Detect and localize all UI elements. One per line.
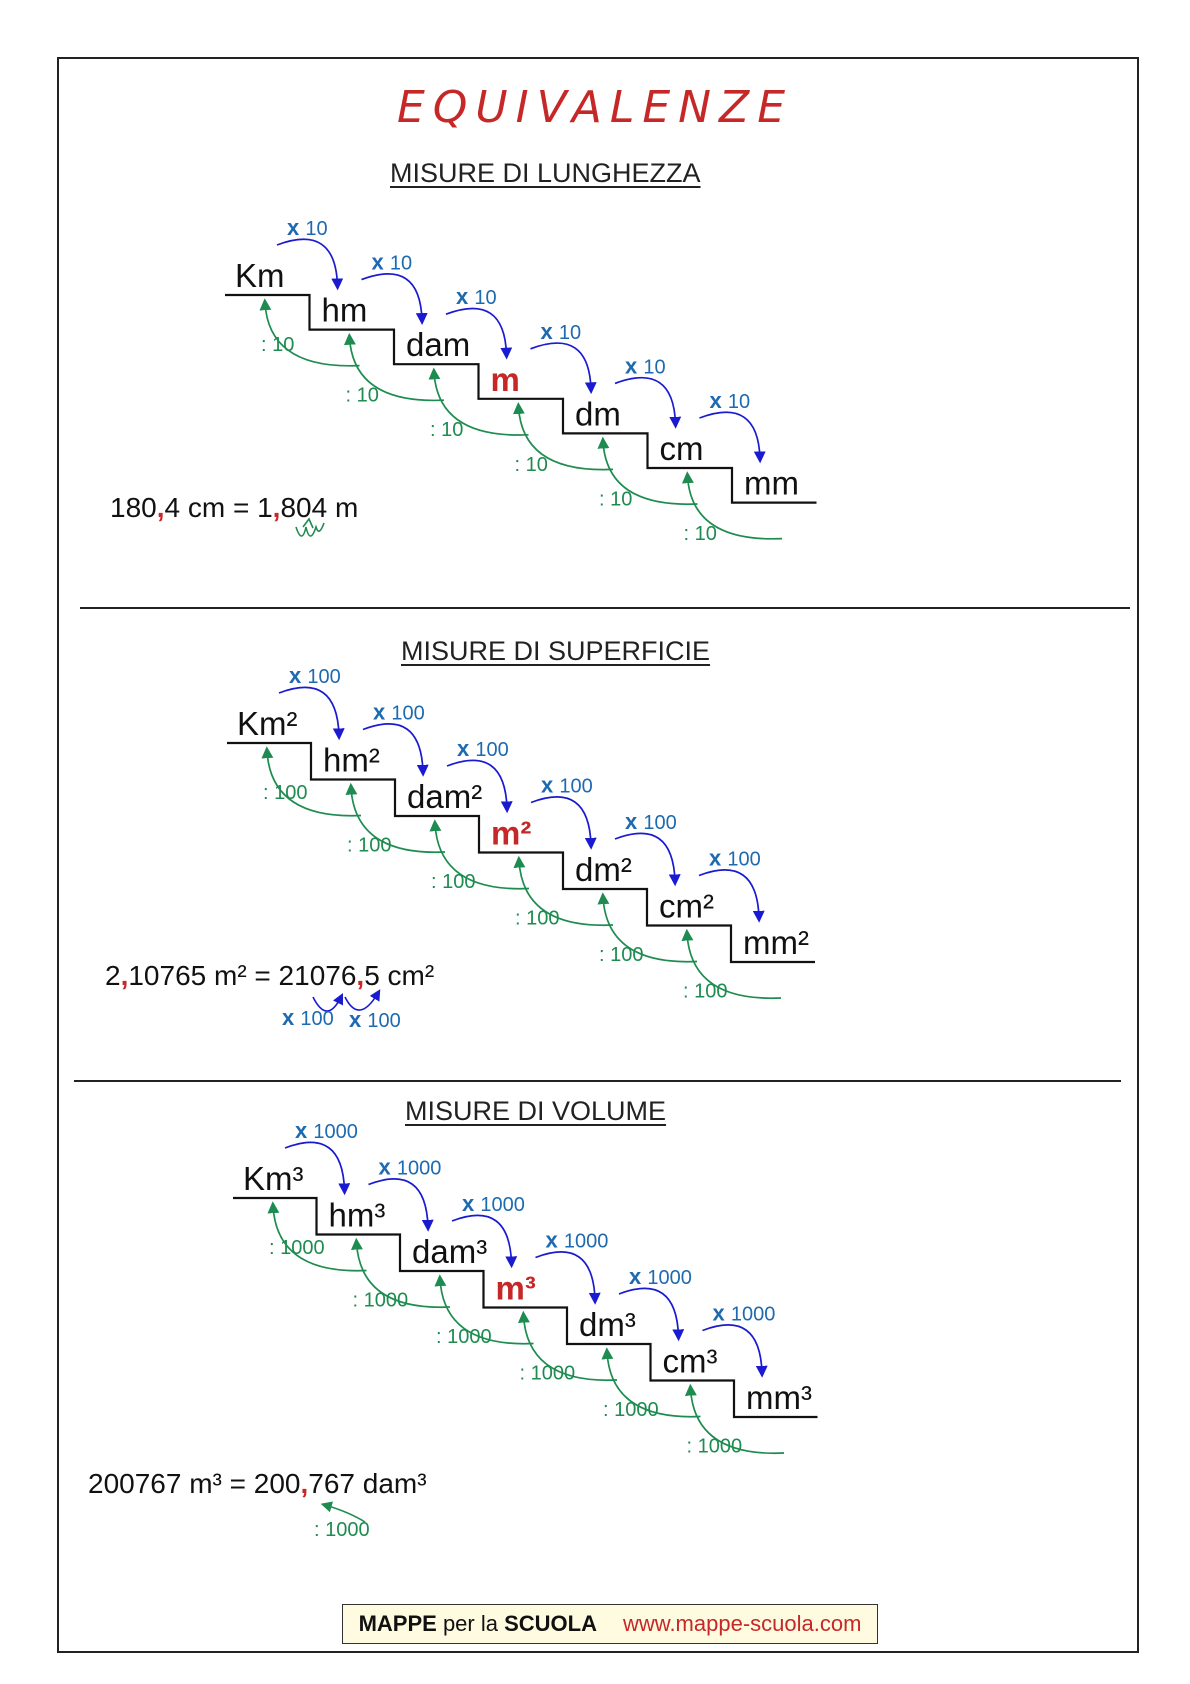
- example-volume: 200767 m³ = 200,767 dam³: [88, 1468, 427, 1499]
- section-title-surface: MISURE DI SUPERFICIE: [401, 636, 711, 666]
- divide-label: : 1000: [519, 1362, 576, 1385]
- multiply-arrow: [362, 274, 423, 320]
- divide-label: : 10: [345, 384, 379, 407]
- divide-label: : 10: [514, 453, 548, 476]
- unit-label: hm: [321, 291, 368, 329]
- multiply-label: x 100: [541, 772, 593, 798]
- example-volume-note: : 1000: [314, 1519, 370, 1541]
- multiply-arrow: [615, 378, 676, 424]
- unit-label: Km³: [243, 1160, 304, 1197]
- staircase-1: [227, 663, 815, 1003]
- unit-label: cm²: [659, 887, 714, 925]
- multiply-label: x 100: [289, 663, 341, 688]
- multiply-label: x 100: [457, 736, 509, 761]
- divide-label: : 100: [263, 782, 308, 804]
- divide-label: : 10: [599, 488, 633, 511]
- multiply-label: x 1000: [712, 1300, 776, 1326]
- multiply-arrow: [536, 1252, 596, 1300]
- unit-label: dam²: [407, 778, 483, 815]
- unit-label: dam: [406, 326, 471, 364]
- unit-label: mm: [744, 464, 799, 502]
- multiply-label: x 100: [373, 699, 425, 725]
- divide-label: : 100: [347, 834, 392, 857]
- unit-label: cm: [659, 430, 704, 467]
- example-length-shift-arrows: [296, 523, 324, 536]
- multiply-arrow: [277, 239, 338, 285]
- multiply-arrow: [531, 343, 592, 389]
- multiply-label: x 10: [456, 284, 497, 310]
- unit-label: Km: [235, 257, 285, 294]
- example-surface-note-2: x 100: [349, 1007, 401, 1032]
- unit-label: m³: [495, 1269, 536, 1307]
- divide-label: : 100: [515, 907, 560, 930]
- multiply-label: x 1000: [462, 1191, 525, 1216]
- section-title-volume: MISURE DI VOLUME: [405, 1096, 667, 1126]
- divide-label: : 1000: [352, 1289, 409, 1312]
- staircase-2: [233, 1118, 818, 1458]
- divide-label: : 10: [683, 523, 717, 545]
- unit-label: dm²: [575, 851, 632, 888]
- unit-label: mm²: [743, 924, 809, 961]
- multiply-label: x 10: [287, 215, 328, 240]
- unit-label: cm³: [662, 1342, 718, 1380]
- multiply-label: x 100: [625, 809, 677, 834]
- divide-label: : 1000: [686, 1435, 743, 1458]
- unit-label: m²: [491, 814, 532, 852]
- multiply-label: x 1000: [378, 1154, 442, 1180]
- unit-label: Km²: [237, 705, 298, 742]
- multiply-label: x 100: [709, 845, 761, 871]
- multiply-label: x 10: [540, 318, 582, 344]
- divide-label: : 1000: [436, 1326, 492, 1348]
- multiply-label: x 1000: [629, 1264, 692, 1289]
- page-title: EQUIVALENZE: [397, 82, 793, 133]
- divide-label: : 100: [683, 980, 728, 1003]
- footer-banner: [342, 1604, 878, 1644]
- divide-label: : 10: [430, 419, 464, 442]
- unit-label: dm: [575, 395, 621, 433]
- multiply-label: x 1000: [545, 1227, 609, 1253]
- divide-label: : 1000: [603, 1399, 659, 1421]
- example-length: 180,4 cm = 1,804 m: [110, 492, 359, 523]
- divide-label: : 100: [431, 871, 476, 893]
- divide-label: : 1000: [269, 1237, 325, 1259]
- multiply-label: x 1000: [295, 1118, 358, 1143]
- unit-label: dm³: [579, 1306, 636, 1343]
- divide-label: : 10: [261, 334, 295, 356]
- footer-brand: MAPPE per la SCUOLA: [358, 1611, 597, 1636]
- multiply-arrow: [700, 412, 761, 458]
- unit-label: dam³: [412, 1233, 488, 1270]
- unit-label: m: [490, 360, 520, 398]
- divide-label: : 100: [599, 944, 644, 966]
- unit-label: mm³: [746, 1379, 812, 1416]
- multiply-label: x 10: [709, 388, 751, 413]
- unit-label: hm³: [328, 1196, 386, 1234]
- unit-label: hm²: [323, 741, 380, 779]
- multiply-label: x 10: [371, 249, 413, 275]
- example-surface: 2,10765 m² = 21076,5 cm²: [105, 960, 435, 991]
- section-title-length: MISURE DI LUNGHEZZA: [390, 158, 701, 188]
- footer-website-link[interactable]: www.mappe-scuola.com: [623, 1611, 862, 1636]
- multiply-label: x 10: [625, 353, 666, 379]
- example-surface-note-1: x 100: [282, 1005, 334, 1030]
- multiply-arrow: [531, 797, 591, 845]
